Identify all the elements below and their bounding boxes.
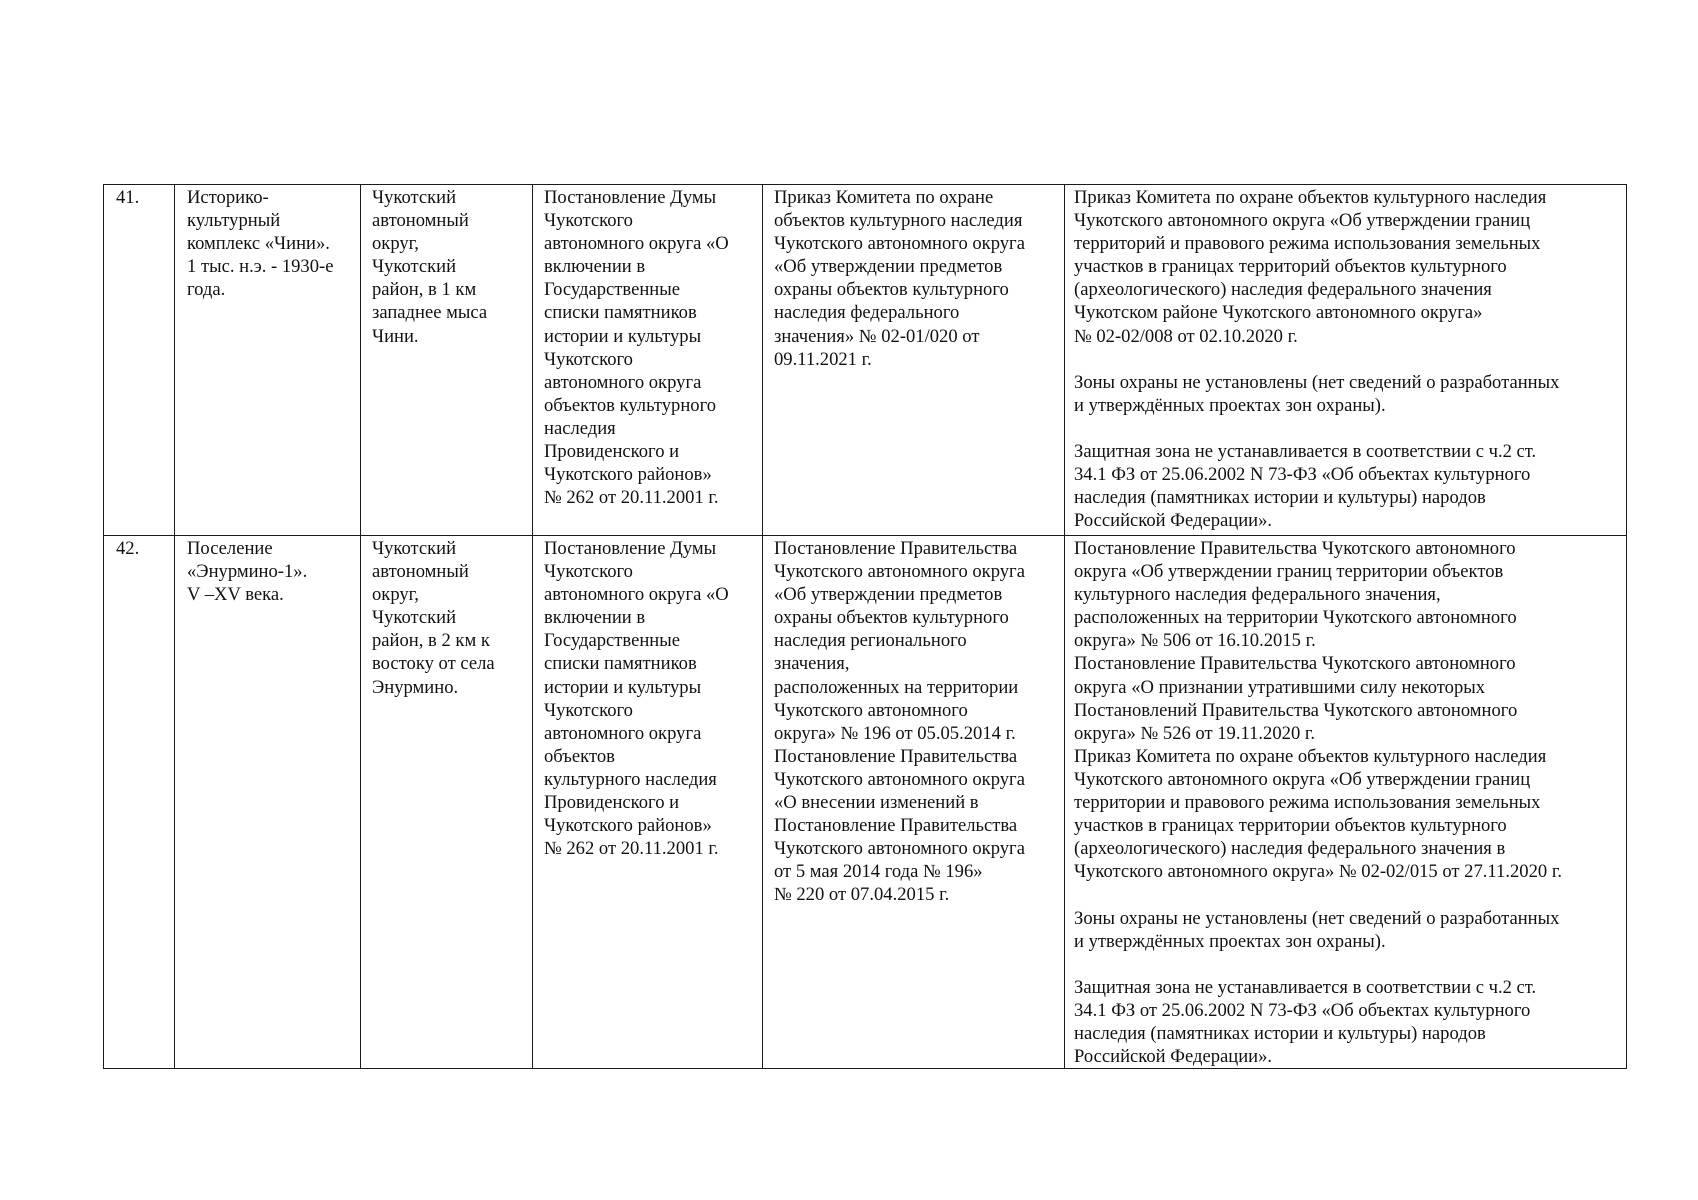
- object-location: Чукотский автономный округ, Чукотский район, в 2 км к востоку от села Энурмино.: [361, 536, 533, 1069]
- territory-boundaries-document: Приказ Комитета по охране объектов культурного наследия Чукотского автономного округа «Об утверждении границ территорий и правового режима использования земельных участков в границах территорий объектов культурного (археологического) наследия федерального значения Чукотском районе Чукотского автономного округа» № 02-02/008 от 02.10.2020 г. Зоны охраны не установлены (нет сведений о разработанных и утверждённых проектах зон охраны). Защитная зона не устанавливается в соответствии с ч.2 ст. 34.1 ФЗ от 25.06.2002 N 73-ФЗ «Об объектах культурного наследия (памятниках истории и культуры) народов Российской Федерации».: [1065, 185, 1627, 536]
- inclusion-decree: Постановление Думы Чукотского автономного округа «О включении в Государственные списки памятников истории и культуры Чукотского автономного округа объектов культурного наследия Провиденского и Чукотского районов» № 262 от 20.11.2001 г.: [533, 185, 763, 536]
- object-name: Историко- культурный комплекс «Чини». 1 тыс. н.э. - 1930-е года.: [175, 185, 361, 536]
- protection-subject-document: Приказ Комитета по охране объектов культурного наследия Чукотского автономного округа «Об утверждении предметов охраны объектов культурного наследия федерального значения» № 02-01/020 от 09.11.2021 г.: [763, 185, 1065, 536]
- table-row: [104, 185, 1627, 536]
- inclusion-decree: Постановление Думы Чукотского автономного округа «О включении в Государственные списки памятников истории и культуры Чукотского автономного округа объектов культурного наследия Провиденского и Чукотского районов» № 262 от 20.11.2001 г.: [533, 536, 763, 1069]
- heritage-objects-table: [103, 184, 1627, 1069]
- territory-boundaries-document: Постановление Правительства Чукотского автономного округа «Об утверждении границ территории объектов культурного наследия федерального значения, расположенных на территории Чукотского автономного округа» № 506 от 16.10.2015 г. Постановление Правительства Чукотского автономного округа «О признании утратившими силу некоторых Постановлений Правительства Чукотского автономного округа» № 526 от 19.11.2020 г. Приказ Комитета по охране объектов культурного наследия Чукотского автономного округа «Об утверждении границ территории и правового режима использования земельных участков в границах территории объектов культурного (археологического) наследия федерального значения в Чукотского автономного округа» № 02-02/015 от 27.11.2020 г. Зоны охраны не установлены (нет сведений о разработанных и утверждённых проектах зон охраны). Защитная зона не устанавливается в соответствии с ч.2 ст. 34.1 ФЗ от 25.06.2002 N 73-ФЗ «Об объектах культурного наследия (памятниках истории и культуры) народов Российской Федерации».: [1065, 536, 1627, 1069]
- object-location: Чукотский автономный округ, Чукотский район, в 1 км западнее мыса Чини.: [361, 185, 533, 536]
- object-name: Поселение «Энурмино-1». V –XV века.: [175, 536, 361, 1069]
- table-row: [104, 536, 1627, 1069]
- row-number: 42.: [104, 536, 175, 1069]
- row-number: 41.: [104, 185, 175, 536]
- protection-subject-document: Постановление Правительства Чукотского автономного округа «Об утверждении предметов охраны объектов культурного наследия регионального значения, расположенных на территории Чукотского автономного округа» № 196 от 05.05.2014 г. Постановление Правительства Чукотского автономного округа «О внесении изменений в Постановление Правительства Чукотского автономного округа от 5 мая 2014 года № 196» № 220 от 07.04.2015 г.: [763, 536, 1065, 1069]
